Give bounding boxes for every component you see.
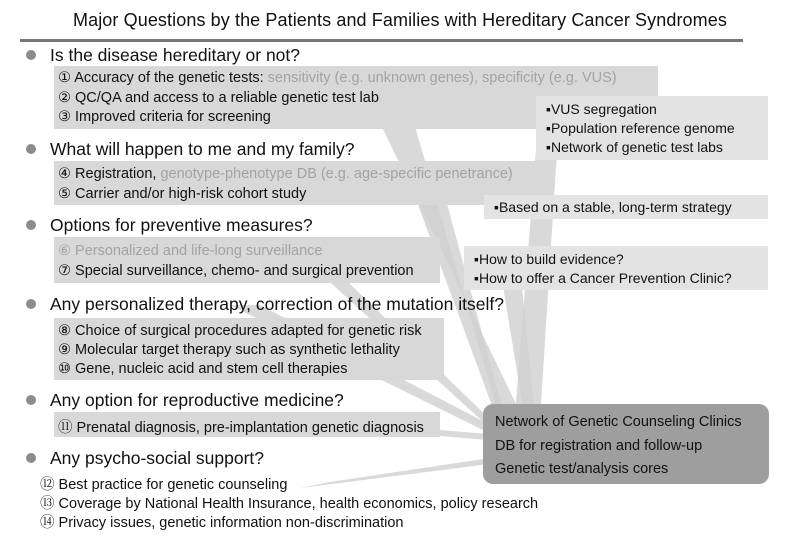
question-therapy: Any personalized therapy, correction of the mutation itself? [26, 294, 504, 315]
bullet-icon [26, 50, 36, 60]
item-2: ② QC/QA and access to a reliable genetic test lab [58, 90, 379, 106]
hub-item-registration-db: DB for registration and follow-up [495, 438, 703, 454]
bullet-icon [26, 453, 36, 463]
question-reproductive: Any option for reproductive medicine? [26, 390, 344, 411]
item-9: ⑨ Molecular target therapy such as synthetic lethality [58, 342, 400, 358]
wedge-7 [440, 430, 488, 440]
item-11: ⑪ Prenatal diagnosis, pre-implantation genetic diagnosis [58, 420, 424, 436]
title-underline [20, 39, 743, 42]
item-13: ⑬ Coverage by National Health Insurance, health economics, policy research [40, 496, 539, 512]
note-genetic-test: ▪VUS segregation ▪Population reference genome ▪Network of genetic test labs [536, 96, 768, 160]
item-7: ⑦ Special surveillance, chemo- and surgical prevention [58, 263, 414, 279]
item-12: ⑫ Best practice for genetic counseling [40, 477, 288, 493]
item-14: ⑭ Privacy issues, genetic information non-discrimination [40, 515, 404, 531]
bullet-icon [26, 395, 36, 405]
bullet-icon [26, 144, 36, 154]
wedge-8 [300, 458, 490, 488]
bullet-icon [26, 220, 36, 230]
item-4: ④ Registration, genotype-phenotype DB (e.g. age-specific penetrance) [58, 166, 513, 182]
question-psychosocial: Any psycho-social support? [26, 448, 264, 469]
hub-item-test-cores: Genetic test/analysis cores [495, 461, 669, 477]
infrastructure-hub [483, 404, 769, 484]
note-prevention-clinic: ▪How to build evidence? ▪How to offer a Cancer Prevention Clinic? [464, 246, 768, 290]
question-family: What will happen to me and my family? [26, 139, 354, 160]
item-3: ③ Improved criteria for screening [58, 109, 271, 125]
note-strategy: ▪Based on a stable, long-term strategy [484, 195, 768, 219]
question-hereditary: Is the disease hereditary or not? [26, 45, 300, 66]
bullet-icon [26, 299, 36, 309]
question-preventive: Options for preventive measures? [26, 215, 313, 236]
item-1: ① Accuracy of the genetic tests: sensitivity (e.g. unknown genes), specificity (e.g. VUS) [58, 70, 617, 86]
item-5: ⑤ Carrier and/or high-risk cohort study [58, 186, 307, 202]
hub-item-counseling-network: Network of Genetic Counseling Clinics [495, 414, 742, 430]
page-title: Major Questions by the Patients and Families with Hereditary Cancer Syndromes [73, 10, 727, 30]
item-10: ⑩ Gene, nucleic acid and stem cell therapies [58, 361, 348, 377]
item-8: ⑧ Choice of surgical procedures adapted for genetic risk [58, 323, 422, 339]
item-6: ⑥ Personalized and life-long surveillance [58, 243, 323, 259]
